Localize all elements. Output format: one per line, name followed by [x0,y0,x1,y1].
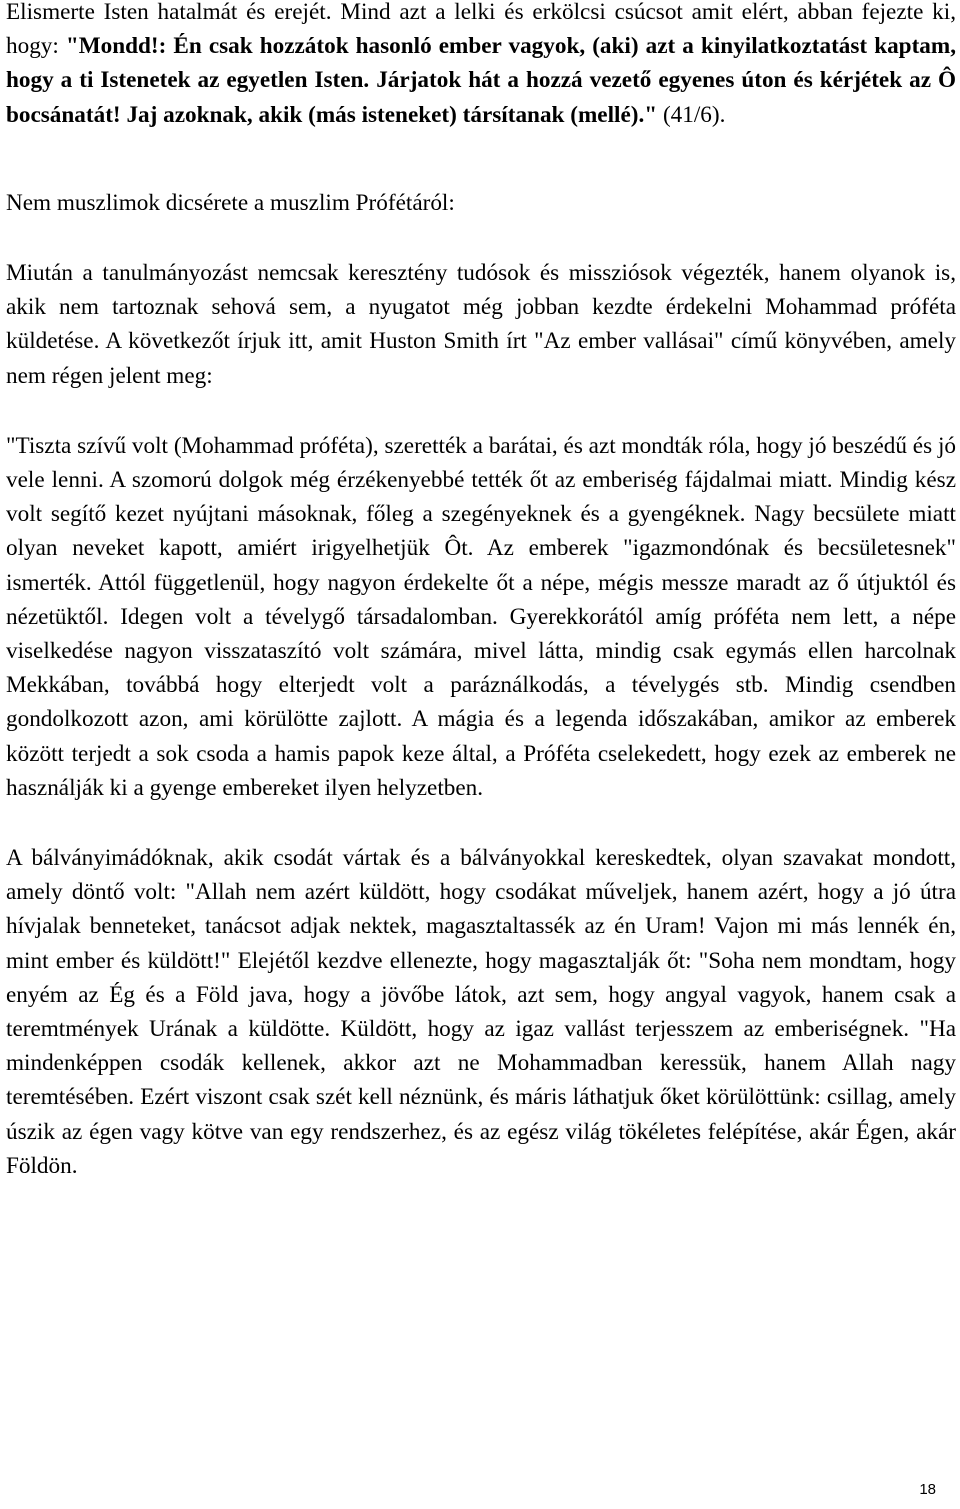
intro-paragraph [6,0,956,132]
intro-quran-quote: "Mondd!: Én csak hozzátok hasonló ember vagyok, (aki) azt a kinyilatkoztatást kaptam, hogy a ti Istenetek az egyetlen Isten. Járjatok hát a hozzá vezető egyenes úton és kérjétek az Ô bocsánatát! Jaj azoknak, akik (más isteneket) társítanak (mellé)." [6,33,957,128]
intro-reference: (41/6). [657,101,726,128]
body-paragraph-1: Miután a tanulmányozást nemcsak keresztény tudósok és missziósok végezték, hanem olyanok is, akik nem tartoznak sehová sem, a nyugatot még jobban kezdte érdekelni Mohammad próféta küldetése. A következőt írjuk itt, amit Huston Smith írt "Az ember vallásai" című könyvében, amely nem régen jelent meg: [6,260,956,389]
intro-lead-text: Elismerte Isten hatalmát és erejét. Mind azt a lelki és erkölcsi csúcsot amit elért, abban fejezte ki, hogy: [6,0,956,60]
page-number: 18 [919,1481,936,1498]
document-page [6,0,956,1183]
body-paragraph-2: "Tiszta szívű volt (Mohammad próféta), szerették a barátai, és azt mondták róla, hogy jó beszédű és jó vele lenni. A szomorú dolgok még érzékenyebbé tették őt az emberiség fájdalmai miatt. Mindig kész volt segítő kezet nyújtani másoknak, főleg a szegényeknek és a gyengéknek. Nagy becsülete miatt olyan neveket kapott, amiért irigyelhetjük Ôt. Az emberek "igazmondónak és becsületesnek" ismerték. Attól függetlenül, hogy nagyon érdekelte őt a népe, mégis messze maradt az ő útjuktól és nézetüktől. Idegen volt a tévelygő társadalomban. Gyerekkorától amíg próféta nem lett, a népe viselkedése nagyon visszataszító volt számára, mivel látta, mindig csak egymás ellen harcolnak Mekkában, továbbá hogy elterjedt volt a paráználkodás, a tévelygés stb. Mindig csendben gondolkozott azon, ami körülötte zajlott. A mágia és a legenda időszakában, amikor az emberek között terjedt a sok csoda a hamis papok keze által, a Próféta cselekedett, hogy ezek az emberek ne használják ki a gyenge embereket ilyen helyzetben. [6,432,956,801]
section-heading: Nem muszlimok dicsérete a muszlim Prófétáról: [6,189,455,216]
body-paragraph-3: A bálványimádóknak, akik csodát vártak és a bálványokkal kereskedtek, olyan szavakat mondott, amely döntő volt: "Allah nem azért küldött, hogy csodákat műveljek, hanem azért, hogy a jó útra hívjalak benneteket, tanácsot adjak nektek, magasztaltassék az én Uram! Vajon mi más lennék én, mint ember és küldött!" Elejétől kezdve ellenezte, hogy magasztalják őt: "Soha nem mondtam, hogy enyém az Ég és a Föld java, hogy a jövőbe látok, azt sem, hogy angyal vagyok, hanem csak a teremtmények Urának a küldötte. Küldött, hogy az igaz vallást terjesszem az emberiségnek. "Ha mindenképpen csodák kellenek, akkor azt ne Mohammadban keressük, hanem Allah nagy teremtésében. Ezért viszont csak szét kell néznünk, és máris láthatjuk őket körülöttünk: csillag, amely úszik az égen vagy kötve van egy rendszerhez, és az egész világ tökéletes felépítése, akár Égen, akár Földön. [6,845,956,1179]
